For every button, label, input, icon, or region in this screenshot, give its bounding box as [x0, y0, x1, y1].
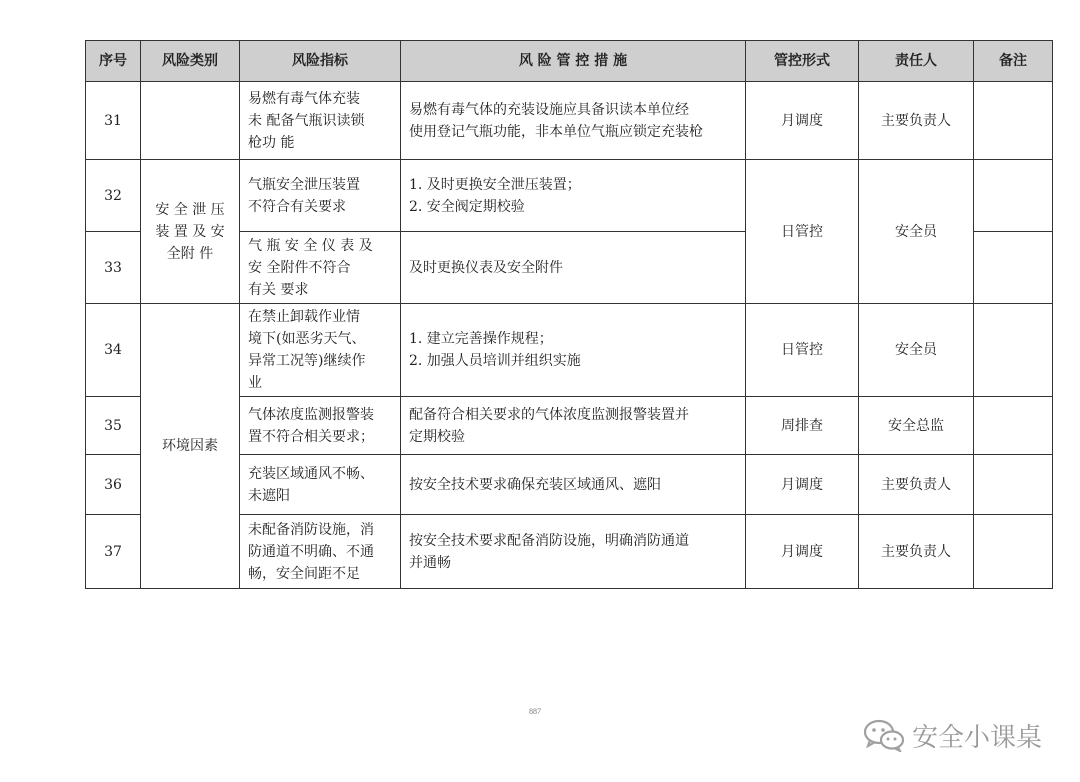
- row-category: [141, 82, 240, 160]
- row-no: 31: [86, 82, 141, 160]
- row-no: 33: [86, 232, 141, 304]
- row-no: 32: [86, 160, 141, 232]
- row-note: [974, 455, 1053, 515]
- row-owner: 安全员: [859, 160, 974, 304]
- row-indicator: 气体浓度监测报警装 置不符合相关要求；: [240, 397, 401, 455]
- row-indicator: 在禁止卸载作业情 境下(如恶劣天气、 异常工况等)继续作 业: [240, 304, 401, 397]
- row-no: 37: [86, 515, 141, 589]
- row-measure: 1. 及时更换安全泄压装置； 2. 安全阀定期校验: [401, 160, 746, 232]
- row-measure: 配备符合相关要求的气体浓度监测报警装置并 定期校验: [401, 397, 746, 455]
- row-form: 日管控: [746, 304, 859, 397]
- header-indicator: 风险指标: [240, 41, 401, 82]
- row-note: [974, 160, 1053, 232]
- row-measure: 及时更换仪表及安全附件: [401, 232, 746, 304]
- header-form: 管控形式: [746, 41, 859, 82]
- row-form: 月调度: [746, 455, 859, 515]
- row-indicator: 未配备消防设施，消 防通道不明确、不通 畅，安全间距不足: [240, 515, 401, 589]
- row-no: 35: [86, 397, 141, 455]
- row-owner: 主要负责人: [859, 455, 974, 515]
- row-form: 月调度: [746, 82, 859, 160]
- header-category: 风险类别: [141, 41, 240, 82]
- row-note: [974, 515, 1053, 589]
- row-measure: 易燃有毒气体的充装设施应具备识读本单位经 使用登记气瓶功能，非本单位气瓶应锁定充装枪: [401, 82, 746, 160]
- row-category: 安 全 泄 压 装 置 及 安 全附 件: [141, 160, 240, 304]
- row-note: [974, 304, 1053, 397]
- row-indicator: 气 瓶 安 全 仪 表 及 安 全附件不符合 有关 要求: [240, 232, 401, 304]
- row-measure: 1. 建立完善操作规程； 2. 加强人员培训并组织实施: [401, 304, 746, 397]
- row-note: [974, 397, 1053, 455]
- row-owner: 安全总监: [859, 397, 974, 455]
- row-note: [974, 232, 1053, 304]
- risk-control-table: [85, 40, 1053, 589]
- table-row: [86, 304, 1053, 397]
- row-form: 周排查: [746, 397, 859, 455]
- row-category: 环境因素: [141, 304, 240, 589]
- row-owner: 主要负责人: [859, 82, 974, 160]
- row-indicator: 充装区域通风不畅、 未遮阳: [240, 455, 401, 515]
- header-no: 序号: [86, 41, 141, 82]
- page-number: 887: [529, 707, 541, 716]
- watermark-text: 安全小课桌: [912, 722, 1043, 753]
- table-row: [86, 82, 1053, 160]
- header-note: 备注: [974, 41, 1053, 82]
- row-measure: 按安全技术要求配备消防设施，明确消防通道 并通畅: [401, 515, 746, 589]
- row-no: 36: [86, 455, 141, 515]
- row-form: 月调度: [746, 515, 859, 589]
- header-measure: 风 险 管 控 措 施: [401, 41, 746, 82]
- row-indicator: 易燃有毒气体充装 未 配备气瓶识读锁 枪功 能: [240, 82, 401, 160]
- row-owner: 主要负责人: [859, 515, 974, 589]
- row-owner: 安全员: [859, 304, 974, 397]
- row-measure: 按安全技术要求确保充装区域通风、遮阳: [401, 455, 746, 515]
- row-no: 34: [86, 304, 141, 397]
- table-row: [86, 160, 1053, 232]
- row-note: [974, 82, 1053, 160]
- table-header-row: [86, 41, 1053, 82]
- row-form: 日管控: [746, 160, 859, 304]
- watermark: [862, 718, 1042, 752]
- row-indicator: 气瓶安全泄压装置 不符合有关要求: [240, 160, 401, 232]
- header-owner: 责任人: [859, 41, 974, 82]
- wechat-icon: [862, 718, 906, 752]
